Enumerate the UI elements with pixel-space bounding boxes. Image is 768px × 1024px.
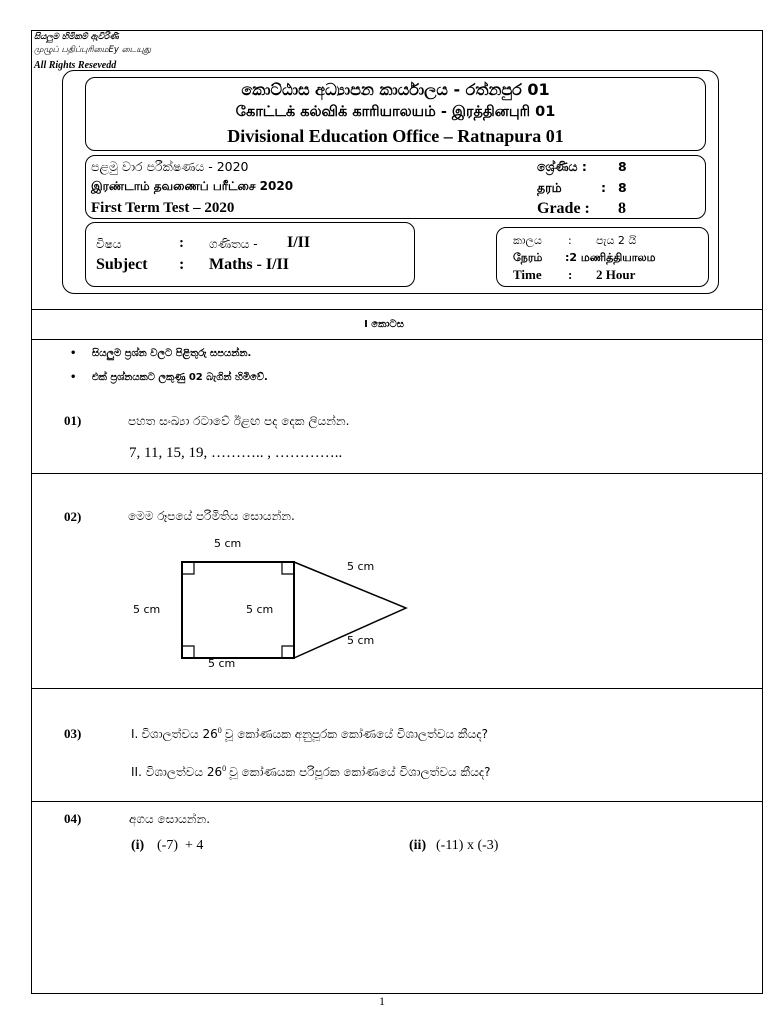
- section-title: I කොටස: [364, 319, 404, 330]
- right-angle-mark-br: [282, 646, 294, 658]
- office-title-sinhala: කොට්ඨාස අධ්‍යාපන කාර්යාලය - රත්නපුර 01: [241, 80, 550, 99]
- time-colon-sinhala: :: [568, 234, 572, 247]
- q3-part1-text-b: වූ කෝණයක අනුපූරක කෝණයේ විශාලත්වය කීයද?: [224, 727, 488, 741]
- copyright-english: All Rights Resevedd: [34, 60, 117, 71]
- subject-colon-english: :: [179, 256, 185, 273]
- subject-label-sinhala: විෂය: [96, 237, 122, 251]
- q2-label-middle: 5 cm: [246, 603, 274, 616]
- time-value-sinhala: පැය 2 යි: [596, 234, 637, 247]
- q1-number: 01): [64, 413, 82, 428]
- subject-box: [85, 222, 415, 287]
- q3-part2-degree: 0: [222, 764, 227, 773]
- q2-number: 02): [64, 509, 82, 524]
- copyright-tamil: முழுப் பதிப்புரிமைEy டையுது: [34, 45, 152, 55]
- right-angle-mark-bl: [182, 646, 194, 658]
- time-box: [496, 227, 709, 287]
- subject-colon-sinhala: :: [179, 235, 184, 251]
- test-name-sinhala: පළමු වාර පරීක්ෂණය - 2020: [91, 159, 249, 174]
- grade-sinhala-value: 8: [618, 159, 627, 174]
- time-colon-english: :: [568, 267, 573, 282]
- q2-label-left: 5 cm: [133, 603, 161, 616]
- divider-q1: [32, 473, 762, 474]
- grade-tamil-label: தரம்: [537, 180, 562, 195]
- q3-number: 03): [64, 726, 82, 741]
- instruction-1: • සියලුම ප්‍රශ්න වලට පිළිතුරු සපයන්න.: [92, 348, 251, 359]
- office-title-english: Divisional Education Office – Ratnapura 01: [227, 126, 564, 146]
- time-value-english: 2 Hour: [596, 267, 636, 282]
- grade-tamil-value: 8: [618, 180, 627, 195]
- q4-number: 04): [64, 811, 82, 826]
- grade-sinhala-label: ශ්‍රේණිය :: [537, 159, 587, 174]
- page-number: 1: [379, 994, 385, 1008]
- q4-part2-expression: (-11) x (-3): [436, 838, 499, 853]
- q2-text: මෙම රූපයේ පරිමිතිය සොයන්න.: [128, 509, 295, 523]
- divider-header-bottom: [32, 309, 762, 310]
- copyright-sinhala: සියලුම හිමිකම් ඇවිරිණි: [34, 32, 119, 42]
- q2-label-triangle-bottom: 5 cm: [347, 634, 375, 647]
- grade-tamil-colon: :: [601, 180, 606, 195]
- test-name-english: First Term Test – 2020: [91, 200, 235, 216]
- grade-english-label: Grade :: [537, 200, 590, 217]
- q2-label-bottom: 5 cm: [208, 657, 236, 670]
- perimeter-figure: [170, 550, 420, 662]
- divider-section-title: [32, 339, 762, 340]
- q4-part1-label: (i): [131, 838, 145, 853]
- divider-q3: [32, 801, 762, 802]
- q3-part1-prefix: I.: [131, 727, 139, 741]
- office-title-tamil: கோட்டக் கல்விக் காரியாலயம் - இரத்தினபுரி 01: [235, 104, 556, 120]
- subject-value-sinhala-part: I/II: [287, 234, 311, 251]
- test-info-box: [85, 155, 706, 219]
- divider-q2: [32, 688, 762, 689]
- office-title-box: [85, 77, 706, 151]
- q3-part1: [131, 726, 488, 742]
- subject-label-english: Subject: [96, 256, 148, 273]
- test-name-tamil: இரண்டாம் தவணைப் பரீட்சை 2020: [91, 179, 294, 193]
- subject-value-english: Maths - I/II: [209, 256, 290, 273]
- q2-label-triangle-top: 5 cm: [347, 560, 375, 573]
- q4-part2-label: (ii): [409, 838, 427, 853]
- q1-sequence: 7, 11, 15, 19, ……….. , …………..: [129, 445, 343, 461]
- subject-value-sinhala: ගණිතය -: [209, 237, 258, 251]
- square-shape: [182, 562, 294, 658]
- right-angle-mark-tl: [182, 562, 194, 574]
- time-value-tamil: :2 மணித்தியாலம: [565, 251, 656, 264]
- q3-part1-degree: 0: [217, 726, 222, 735]
- q4-part1-expression: (-7) + 4: [157, 838, 204, 853]
- q3-part1-text-a: විශාලත්වය 26: [141, 727, 218, 741]
- q3-part2: [131, 764, 491, 780]
- q1-text: පහත සංඛ්‍යා රටාවේ ඊළඟ පද දෙක ලියන්න.: [128, 414, 350, 428]
- q3-part2-text-a: II. විශාලත්වය 26: [131, 765, 223, 779]
- q3-part2-text-b: වූ කෝණයක පරිපූරක කෝණයේ විශාලත්වය කීයද?: [229, 765, 491, 779]
- q4-text: අගය සොයන්න.: [129, 812, 211, 826]
- right-angle-mark-tr: [282, 562, 294, 574]
- q2-label-top: 5 cm: [214, 537, 242, 550]
- time-label-tamil: நேரம்: [513, 251, 543, 264]
- time-label-sinhala: කාලය: [513, 234, 542, 247]
- grade-english-value: 8: [618, 200, 626, 217]
- instruction-2: • එක් ප්‍රශ්නයකට ලකුණු 02 බැගින් හිමිවේ.: [92, 372, 268, 383]
- time-label-english: Time: [513, 267, 542, 282]
